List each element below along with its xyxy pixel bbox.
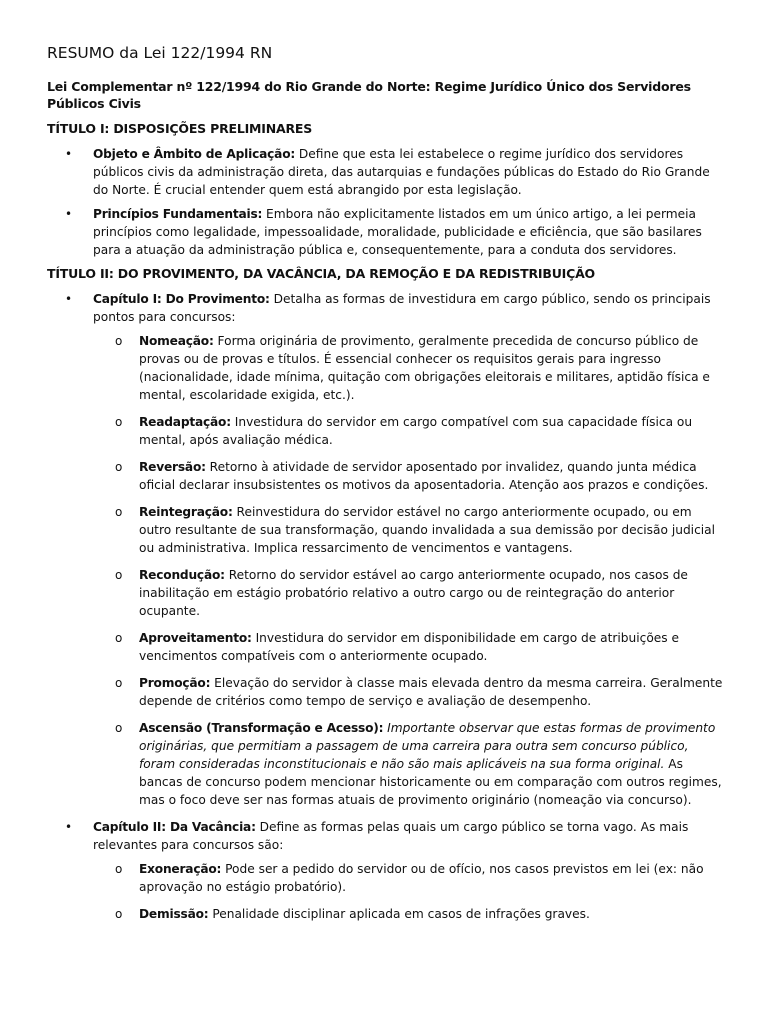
circle-bullet-icon: o	[115, 631, 123, 645]
list-item	[47, 145, 727, 199]
sub-item-term: Reintegração:	[139, 505, 233, 519]
sub-item-term: Ascensão (Transformação e Acesso):	[139, 721, 384, 735]
sub-item-text: Investidura do servidor em cargo compatível com sua capacidade física ou mental, após avaliação médica.	[139, 415, 693, 447]
sub-item-reversao	[93, 458, 727, 494]
titulo-1-heading: TÍTULO I: DISPOSIÇÕES PRELIMINARES	[47, 121, 313, 136]
chapter-text: Define as formas pelas quais um cargo público se torna vago. As mais relevantes para concursos são:	[93, 820, 689, 852]
sub-item-term: Readaptação:	[139, 415, 231, 429]
sub-item-text: Reinvestidura do servidor estável no cargo anteriormente ocupado, ou em outro resultante de sua transformação, quando invalidada a sua demissão por decisão judicial ou administrativa. Implica ressarcimento de vencimentos e vantagens.	[139, 505, 716, 555]
sub-item-term: Exoneração:	[139, 862, 222, 876]
item-term: Princípios Fundamentais:	[93, 207, 263, 221]
circle-bullet-icon: o	[115, 721, 123, 735]
item-term: Objeto e Âmbito de Aplicação:	[93, 147, 296, 161]
document-title: RESUMO da Lei 122/1994 RN	[47, 44, 273, 62]
document-page	[47, 44, 727, 932]
sub-item-exoneracao	[93, 860, 727, 896]
titulo-2-heading: TÍTULO II: DO PROVIMENTO, DA VACÂNCIA, DA REMOÇÃO E DA REDISTRIBUIÇÃO	[47, 266, 595, 281]
circle-bullet-icon: o	[115, 568, 123, 582]
sub-item-demissao	[93, 905, 727, 923]
sub-item-italic-text: Importante observar que estas formas de provimento originárias, que permitiam a passagem de uma carreira para outra sem concurso público, foram consideradas inconstitucionais e não são mais aplicáveis na sua forma original.	[139, 721, 716, 771]
sub-item-term: Demissão:	[139, 907, 209, 921]
sub-item-text: Pode ser a pedido do servidor ou de ofício, nos casos previstos em lei (ex: não aprovação no estágio probatório).	[139, 862, 704, 894]
circle-bullet-icon: o	[115, 334, 123, 348]
sub-item-term: Reversão:	[139, 460, 206, 474]
circle-bullet-icon: o	[115, 505, 123, 519]
circle-bullet-icon: o	[115, 460, 123, 474]
sub-item-nomeacao	[93, 332, 727, 404]
circle-bullet-icon: o	[115, 415, 123, 429]
sub-item-reintegracao	[93, 503, 727, 557]
circle-bullet-icon: o	[115, 862, 123, 876]
chapter-term: Capítulo I: Do Provimento:	[93, 292, 270, 306]
sub-item-text: Retorno do servidor estável ao cargo anteriormente ocupado, nos casos de inabilitação em estágio probatório relativo a outro cargo ou de reintegração do anterior ocupante.	[139, 568, 688, 618]
sub-item-text: Forma originária de provimento, geralmente precedida de concurso público de provas ou de provas e títulos. É essencial conhecer os requisitos gerais para ingresso (nacionalidade, idade mínima, quitação com obrigações eleitorais e militares, aptidão física e mental, escolaridade exigida, etc.).	[139, 334, 710, 402]
law-heading: Lei Complementar nº 122/1994 do Rio Grande do Norte: Regime Jurídico Único dos Servidores Públicos Civis	[47, 79, 691, 111]
item-text: Define que esta lei estabelece o regime jurídico dos servidores públicos civis da administração direta, das autarquias e fundações públicas do Estado do Rio Grande do Norte. É crucial entender quem está abrangido por esta legislação.	[93, 147, 710, 197]
sub-item-ascensao	[93, 719, 727, 809]
sub-item-text: Investidura do servidor em disponibilidade em cargo de atribuições e vencimentos compatíveis com o anteriormente ocupado.	[139, 631, 680, 663]
chapter-provimento	[47, 290, 727, 809]
circle-bullet-icon: o	[115, 676, 123, 690]
titulo-2-list	[47, 290, 727, 923]
sub-item-term: Aproveitamento:	[139, 631, 252, 645]
titulo-1-list	[47, 145, 727, 259]
item-text: Embora não explicitamente listados em um único artigo, a lei permeia princípios como legalidade, impessoalidade, moralidade, publicidade e eficiência, que são basilares para a atuação da administração pública e, consequentemente, para a conduta dos servidores.	[93, 207, 702, 257]
sub-item-aproveitamento	[93, 629, 727, 665]
provimento-list	[93, 332, 727, 809]
sub-item-text: Retorno à atividade de servidor aposentado por invalidez, quando junta médica oficial declarar insubsistentes os motivos da aposentadoria. Atenção aos prazos e condições.	[139, 460, 709, 492]
bullet-icon: •	[65, 820, 73, 834]
bullet-icon: •	[65, 207, 73, 221]
sub-item-promocao	[93, 674, 727, 710]
sub-item-term: Nomeação:	[139, 334, 214, 348]
bullet-icon: •	[65, 147, 73, 161]
sub-item-reconducao	[93, 566, 727, 620]
vacancia-list	[93, 860, 727, 923]
sub-item-term: Promoção:	[139, 676, 211, 690]
sub-item-text: As bancas de concurso podem mencionar historicamente ou em comparação com outros regimes, mas o foco deve ser nas formas atuais de provimento originário (nomeação via concurso).	[139, 757, 722, 807]
list-item	[47, 205, 727, 259]
sub-item-text: Penalidade disciplinar aplicada em casos de infrações graves.	[208, 907, 590, 921]
sub-item-text: Elevação do servidor à classe mais elevada dentro da mesma carreira. Geralmente depende de critérios como tempo de serviço e avaliação de desempenho.	[139, 676, 723, 708]
chapter-term: Capítulo II: Da Vacância:	[93, 820, 256, 834]
sub-item-term: Recondução:	[139, 568, 225, 582]
sub-item-readaptacao	[93, 413, 727, 449]
chapter-vacancia	[47, 818, 727, 923]
chapter-text: Detalha as formas de investidura em cargo público, sendo os principais pontos para concursos:	[93, 292, 711, 324]
circle-bullet-icon: o	[115, 907, 123, 921]
bullet-icon: •	[65, 292, 73, 306]
